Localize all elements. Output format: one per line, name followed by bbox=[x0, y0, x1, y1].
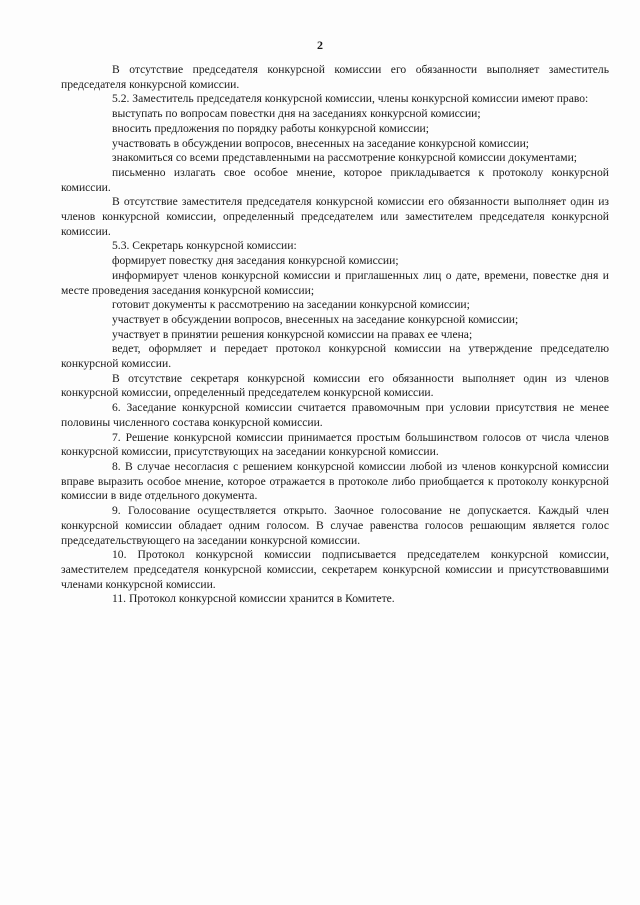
paragraph: формирует повестку дня заседания конкурсной комиссии; bbox=[112, 254, 399, 268]
document-body bbox=[61, 63, 609, 607]
paragraph: В отсутствие секретаря конкурсной комиссии его обязанности выполняет один из членов конкурсной комиссии, определенный председателем конкурсной комиссии. bbox=[61, 371, 609, 400]
paragraph: вносить предложения по порядку работы конкурсной комиссии; bbox=[112, 121, 429, 135]
page-number: 2 bbox=[317, 38, 323, 52]
paragraph: ведет, оформляет и передает протокол конкурсной комиссии на утверждение председателю конкурсной комиссии. bbox=[61, 342, 609, 371]
paragraph: готовит документы к рассмотрению на заседании конкурсной комиссии; bbox=[112, 298, 470, 312]
paragraph: В отсутствие председателя конкурсной комиссии его обязанности выполняет заместитель председателя конкурсной комиссии. bbox=[61, 63, 609, 91]
paragraph: письменно излагать свое особое мнение, которое прикладывается к протоколу конкурсной комиссии. bbox=[61, 165, 609, 194]
paragraph: В отсутствие заместителя председателя конкурсной комиссии его обязанности выполняет один из членов конкурсной комиссии, определенный председателем или заместителем председателя конкурсной комиссии. bbox=[61, 195, 609, 238]
paragraph: участвует в принятии решения конкурсной комиссии на правах ее члена; bbox=[112, 327, 473, 341]
paragraph: 10. Протокол конкурсной комиссии подписывается председателем конкурсной комиссии, заместителем председателя конкурсной комиссии, секретарем конкурсной комиссии и присутствовавшими членами конкурсной комиссии. bbox=[61, 548, 609, 591]
paragraph: 7. Решение конкурсной комиссии принимается простым большинством голосов от числа членов конкурсной комиссии, присутствующих на заседании конкурсной комиссии. bbox=[61, 430, 609, 459]
paragraph: участвовать в обсуждении вопросов, внесенных на заседание конкурсной комиссии; bbox=[112, 136, 529, 150]
paragraph: выступать по вопросам повестки дня на заседаниях конкурсной комиссии; bbox=[112, 107, 481, 121]
paragraph: 8. В случае несогласия с решением конкурсной комиссии любой из членов конкурсной комиссии вправе выразить особое мнение, которое отражается в протоколе либо приобщается к протоколу конкурсной комиссии в виде отдельного документа. bbox=[61, 459, 609, 503]
paragraph: знакомиться со всеми представленными на рассмотрение конкурсной комиссии документами; bbox=[112, 151, 578, 165]
paragraph: участвует в обсуждении вопросов, внесенных на заседание конкурсной комиссии; bbox=[112, 312, 519, 326]
paragraph: 9. Голосование осуществляется открыто. Заочное голосование не допускается. Каждый член конкурсной комиссии обладает одним голосом. В случае равенства голосов решающим является голос председательствующего на заседании конкурсной комиссии. bbox=[61, 504, 609, 547]
paragraph: 5.3. Секретарь конкурсной комиссии: bbox=[112, 239, 297, 253]
paragraph: 5.2. Заместитель председателя конкурсной комиссии, члены конкурсной комиссии имеют право: bbox=[112, 92, 589, 106]
paragraph: информирует членов конкурсной комиссии и приглашенных лиц о дате, времени, повестке дня и месте проведения заседания конкурсной комиссии; bbox=[61, 268, 609, 297]
paragraph: 6. Заседание конкурсной комиссии считается правомочным при условии присутствия не менее половины численного состава конкурсной комиссии. bbox=[61, 401, 609, 429]
paragraph: 11. Протокол конкурсной комиссии хранится в Комитете. bbox=[112, 592, 395, 606]
